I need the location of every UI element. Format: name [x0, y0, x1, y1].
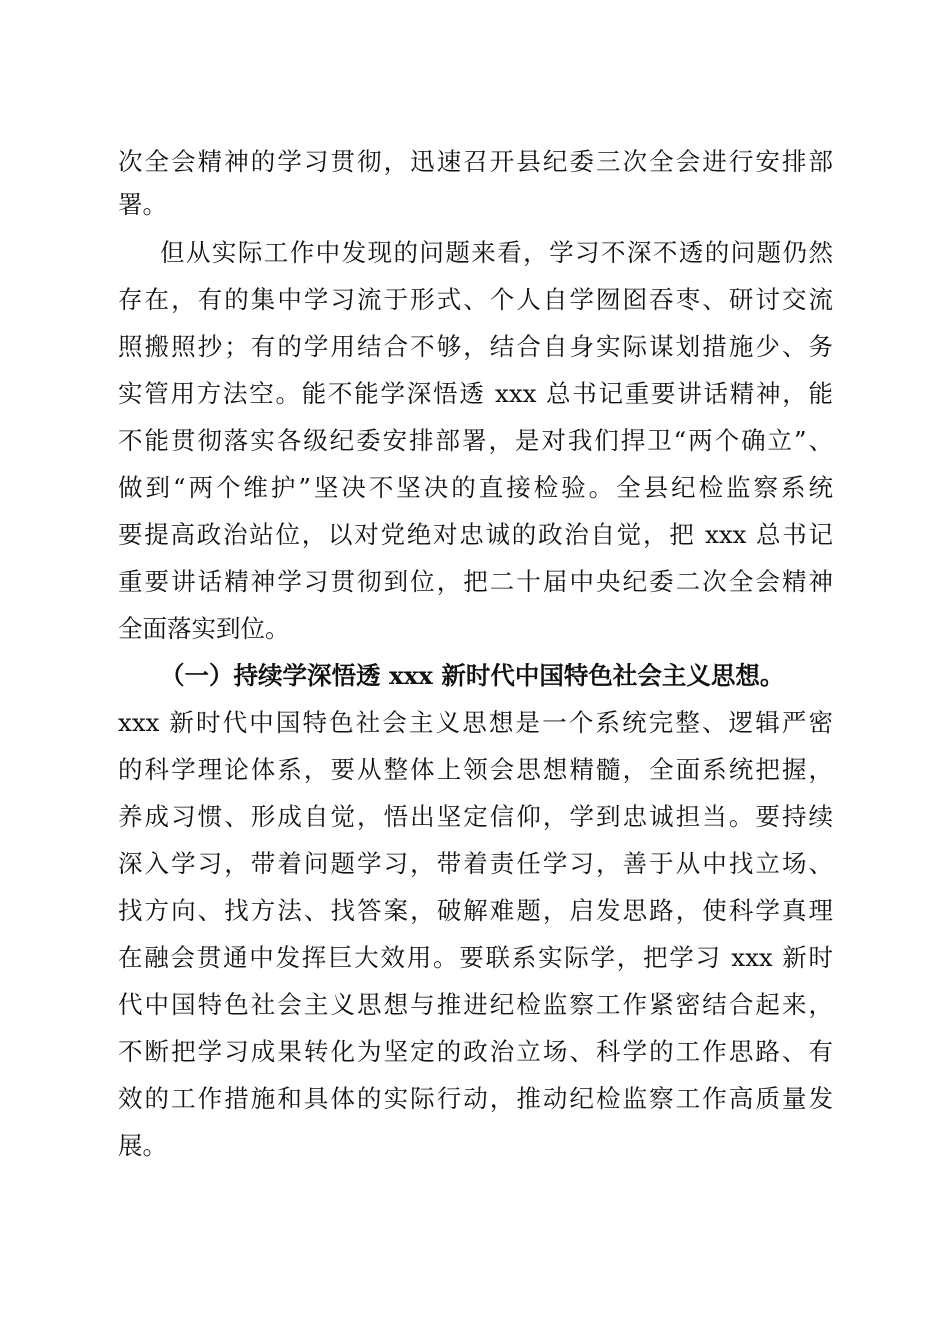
paragraph-line: 但从实际工作中发现的问题来看，学习不深不透的问题仍然 — [160, 238, 833, 267]
paragraph-line: 要提高政治站位，以对党绝对忠诚的政治自觉，把 xxx 总书记 — [118, 520, 833, 549]
paragraph-line: 效的工作措施和具体的实际行动，推动纪检监察工作高质量发 — [118, 1084, 833, 1113]
paragraph-line: 的科学理论体系，要从整体上领会思想精髓，全面系统把握， — [118, 755, 833, 784]
section-heading: （一）持续学深悟透 xxx 新时代中国特色社会主义思想。 — [160, 661, 785, 690]
paragraph-line: 不能贯彻落实各级纪委安排部署，是对我们捍卫“两个确立”、 — [118, 426, 833, 455]
paragraph-line: 不断把学习成果转化为坚定的政治立场、科学的工作思路、有 — [118, 1037, 833, 1066]
paragraph-line: 署。 — [118, 190, 167, 219]
paragraph-line: 照搬照抄；有的学用结合不够，结合自身实际谋划措施少、务 — [118, 332, 833, 361]
paragraph-line: 代中国特色社会主义思想与推进纪检监察工作紧密结合起来， — [118, 990, 833, 1019]
paragraph-line: 在融会贯通中发挥巨大效用。要联系实际学，把学习 xxx 新时 — [118, 943, 833, 972]
paragraph-line: 次全会精神的学习贯彻，迅速召开县纪委三次全会进行安排部 — [118, 147, 833, 176]
paragraph-line: 重要讲话精神学习贯彻到位，把二十届中央纪委二次全会精神 — [118, 567, 833, 596]
paragraph-line: 实管用方法空。能不能学深悟透 xxx 总书记重要讲话精神，能 — [118, 379, 833, 408]
paragraph-line: 找方向、找方法、找答案，破解难题，启发思路，使科学真理 — [118, 896, 833, 925]
paragraph-line: xxx 新时代中国特色社会主义思想是一个系统完整、逻辑严密 — [118, 708, 833, 737]
paragraph-line: 存在，有的集中学习流于形式、个人自学囫囵吞枣、研讨交流 — [118, 285, 833, 314]
paragraph-line: 养成习惯、形成自觉，悟出坚定信仰，学到忠诚担当。要持续 — [118, 802, 833, 831]
paragraph-line: 全面落实到位。 — [118, 614, 290, 643]
paragraph-line: 做到“两个维护”坚决不坚决的直接检验。全县纪检监察系统 — [118, 473, 833, 502]
paragraph-line: 深入学习，带着问题学习，带着责任学习，善于从中找立场、 — [118, 849, 833, 878]
paragraph-line: 展。 — [118, 1131, 167, 1160]
